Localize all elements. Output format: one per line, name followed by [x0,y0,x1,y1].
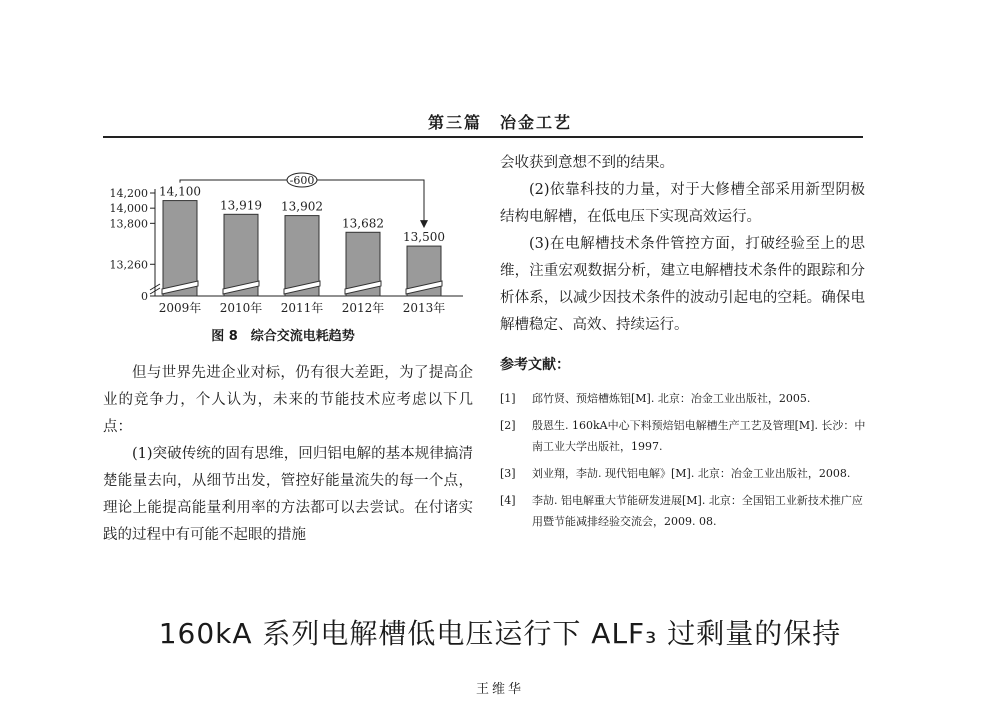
category-label: 2012年 [341,301,385,315]
data-label: 14,100 [159,184,201,199]
reference-text: 李劼. 铝电解重大节能研发进展[M]. 北京：全国铝工业新技术推广应用暨节能减排经验交流会，2009. 08. [532,494,863,528]
author-name: 王维华 [475,682,524,697]
y-tick-label: 13,800 [109,217,148,231]
left-paragraph: (1)突破传统的固有思维，回归铝电解的基本规律搞清楚能量去向，从细节出发，管控好能量流失的每一个点，理论上能提高能量利用率的方法都可以去尝试。在付诸实践的过程中有可能不起眼的措施 [103,446,473,543]
category-label: 2011年 [280,301,324,315]
bracket-arrowhead [420,220,428,228]
consumption-trend-chart [103,168,463,318]
right-paragraph: (2)依靠科技的力量，对于大修槽全部采用新型阴极结构电解槽，在低电压下实现高效运行。 [500,182,865,225]
category-label: 2010年 [219,301,263,315]
reference-item [500,415,870,457]
y-tick-label: 14,200 [109,187,148,200]
reference-text: 邱竹贤、预焙槽炼铝[M]. 北京：冶金工业出版社，2005. [532,392,811,405]
difference-label: -600 [289,174,315,187]
category-label: 2013年 [402,301,446,315]
data-label: 13,919 [220,198,262,213]
data-label: 13,902 [281,199,323,214]
reference-item [500,388,870,409]
y-tick-label: 14,000 [109,202,148,216]
article-title: 160kA 系列电解槽低电压运行下 ALF₃ 过剩量的保持 [158,617,842,650]
references-list [500,388,870,538]
references-heading: 参考文献： [500,357,570,373]
header-rule [103,136,863,138]
left-column-body [103,360,473,549]
bar [163,201,197,296]
left-paragraph: 但与世界先进企业对标，仍有很大差距，为了提高企业的竞争力，个人认为，未来的节能技术应考虑以下几点： [103,365,473,435]
reference-number: [3] [500,467,516,480]
category-label: 2009年 [158,301,202,315]
reference-text: 殷恩生. 160kA中心下料预焙铝电解槽生产工艺及管理[M]. 长沙：中南工业大学出版社，1997. [532,419,866,453]
data-label: 13,500 [403,230,445,245]
right-paragraph: (3)在电解槽技术条件管控方面，打破经验至上的思维，注重宏观数据分析，建立电解槽技术条件的跟踪和分析体系，以减少因技术条件的波动引起电的空耗。确保电解槽稳定、高效、持续运行。 [500,236,865,333]
figure-caption: 图 8 综合交流电耗趋势 [211,329,355,344]
reference-number: [2] [500,419,516,432]
reference-number: [1] [500,392,516,405]
right-paragraph: 会收获到意想不到的结果。 [500,155,674,171]
reference-item [500,463,870,484]
y-tick-label: 0 [141,290,148,303]
section-header: 第三篇 冶金工艺 [427,113,572,132]
right-column-body [500,150,865,339]
data-label: 13,682 [342,216,384,231]
y-tick-label: 13,260 [109,258,148,272]
reference-item [500,490,870,532]
reference-text: 刘业翔，李劼. 现代铝电解》[M]. 北京：冶金工业出版社，2008. [532,467,851,480]
reference-number: [4] [500,494,516,507]
